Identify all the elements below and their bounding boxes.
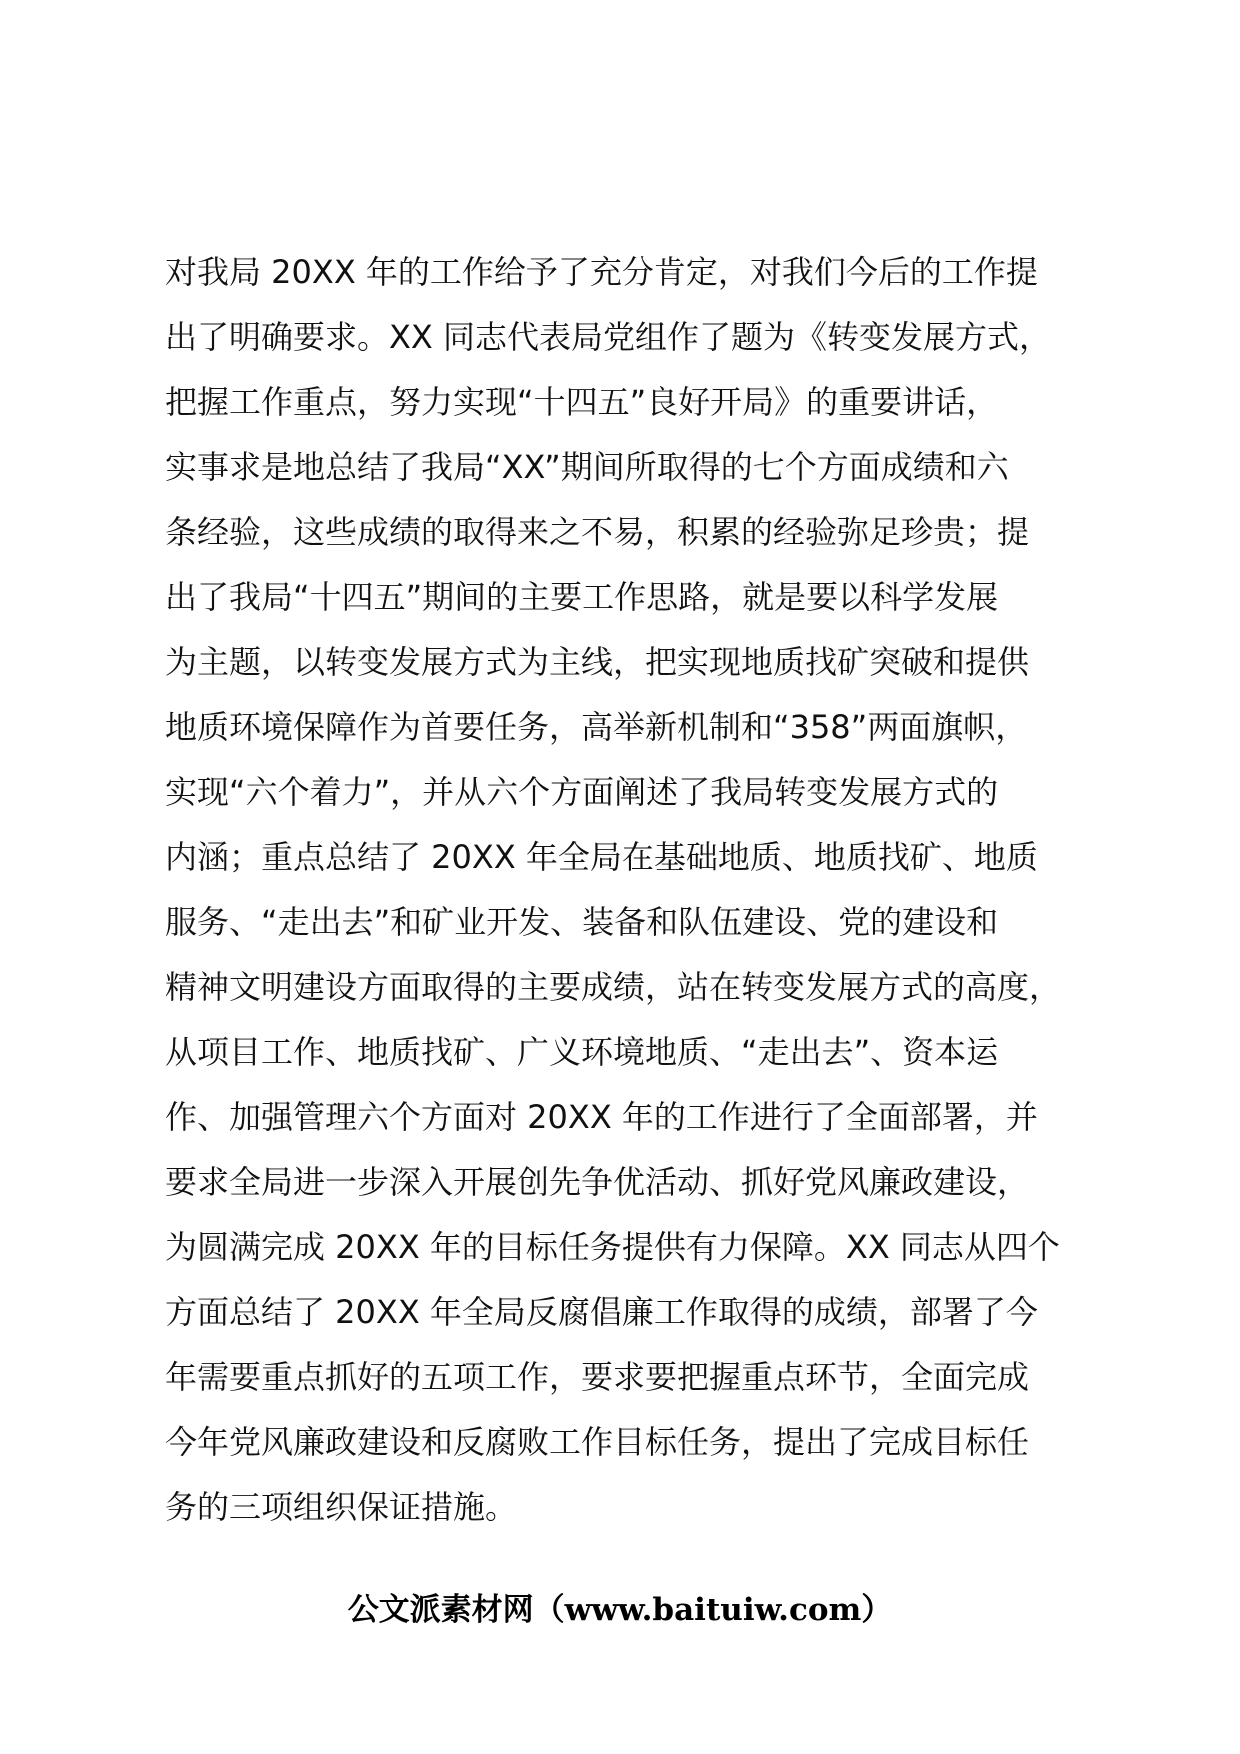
text-line: 精神文明建设方面取得的主要成绩，站在转变发展方式的高度， [165, 968, 1062, 1006]
text-line: 实事求是地总结了我局“XX”期间所取得的七个方面成绩和六 [165, 448, 1009, 486]
text-line: 今年党风廉政建设和反腐败工作目标任务，提出了完成目标任 [165, 1423, 1030, 1461]
text-line: 服务、“走出去”和矿业开发、装备和队伍建设、党的建设和 [165, 903, 999, 941]
text-line: 为主题，以转变发展方式为主线，把实现地质找矿突破和提供 [165, 643, 1030, 681]
footer-watermark: 公文派素材网（www.baituiw.com） [347, 1592, 893, 1628]
text-line: 从项目工作、地质找矿、广义环境地质、“走出去”、资本运 [165, 1033, 999, 1071]
text-line: 方面总结了 20XX 年全局反腐倡廉工作取得的成绩，部署了今 [165, 1293, 1038, 1331]
text-line: 实现“六个着力”，并从六个方面阐述了我局转变发展方式的 [165, 773, 999, 811]
text-line: 务的三项组织保证措施。 [165, 1488, 518, 1526]
text-line: 地质环境保障作为首要任务，高举新机制和“358”两面旗帜， [165, 708, 1028, 746]
text-line: 作、加强管理六个方面对 20XX 年的工作进行了全面部署，并 [165, 1098, 1038, 1136]
text-line: 把握工作重点，努力实现“十四五”良好开局》的重要讲话， [165, 383, 999, 421]
text-line: 出了明确要求。XX 同志代表局党组作了题为《转变发展方式， [165, 318, 1052, 356]
text-line: 年需要重点抓好的五项工作，要求要把握重点环节，全面完成 [165, 1358, 1030, 1396]
text-line: 对我局 20XX 年的工作给予了充分肯定，对我们今后的工作提 [165, 253, 1038, 291]
body-text [165, 240, 1125, 1540]
text-line: 内涵；重点总结了 20XX 年全局在基础地质、地质找矿、地质 [165, 838, 1038, 876]
text-line: 为圆满完成 20XX 年的目标任务提供有力保障。XX 同志从四个 [165, 1228, 1060, 1266]
text-line: 要求全局进一步深入开展创先争优活动、抓好党风廉政建设， [165, 1163, 1030, 1201]
text-line: 出了我局“十四五”期间的主要工作思路，就是要以科学发展 [165, 578, 999, 616]
text-line: 条经验，这些成绩的取得来之不易，积累的经验弥足珍贵；提 [165, 513, 1030, 551]
